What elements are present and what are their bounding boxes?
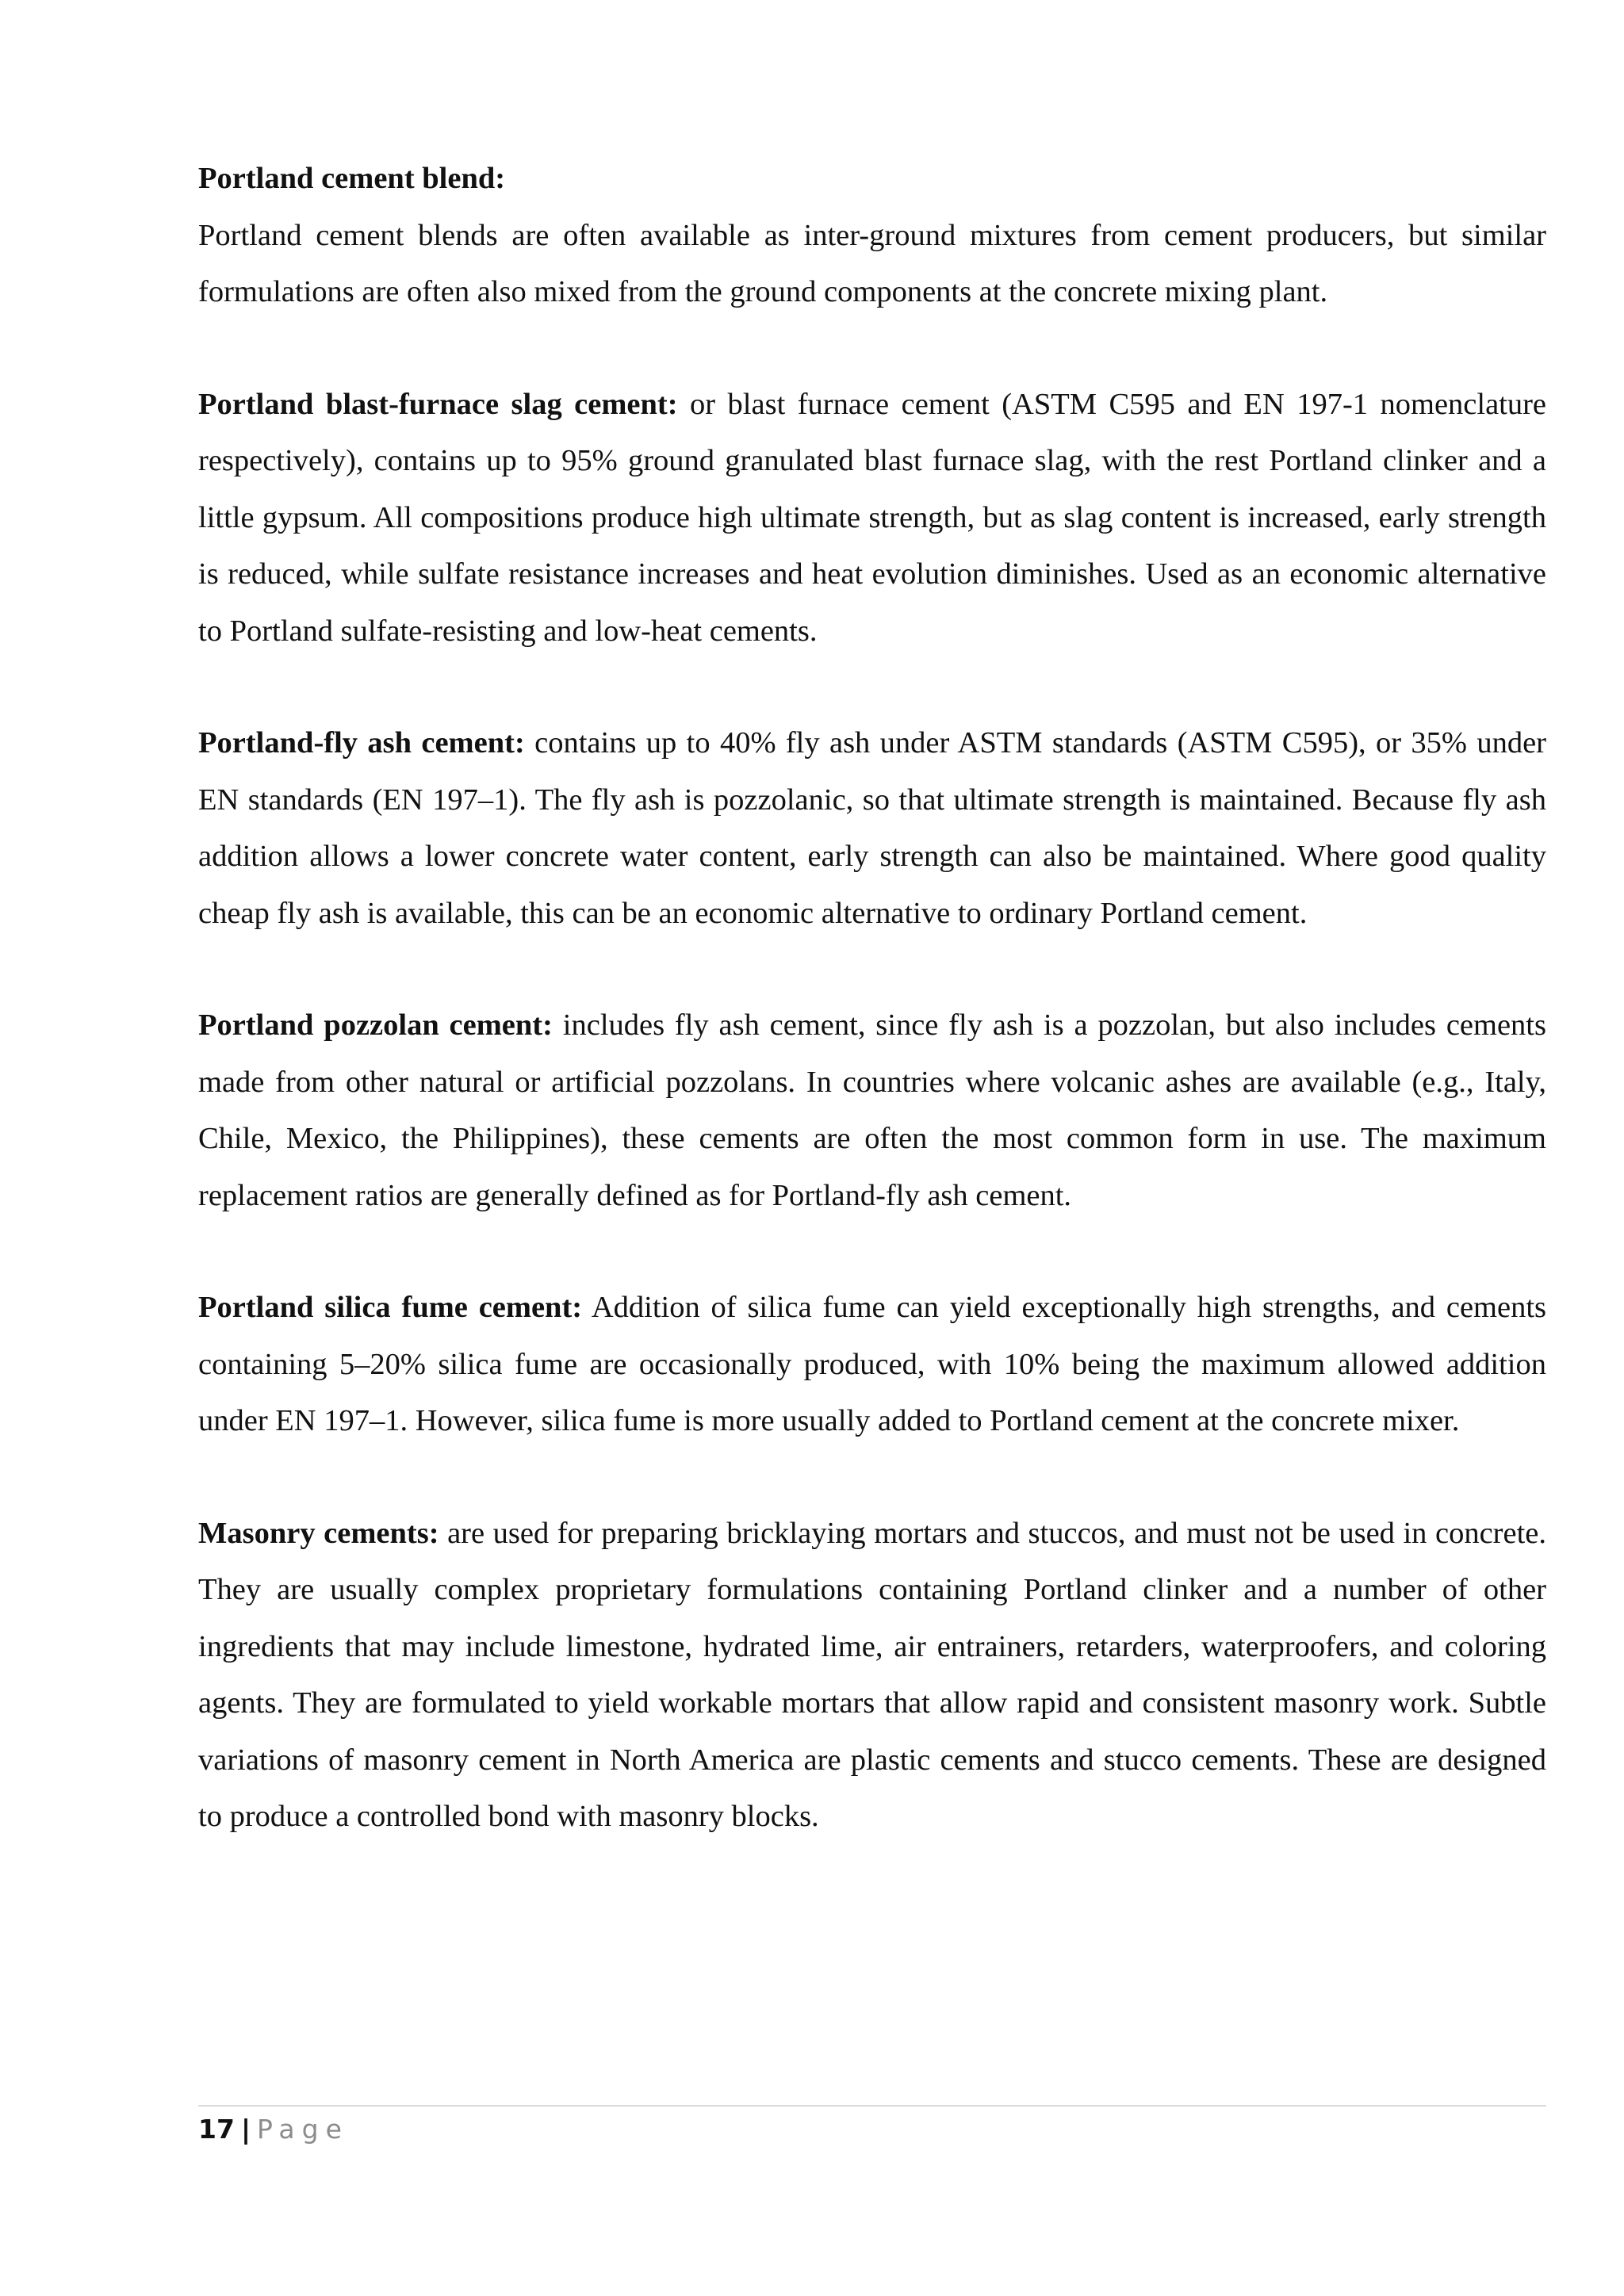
section-masonry-cements (198, 1506, 1546, 1846)
section-lead: Portland silica fume cement: (198, 1291, 583, 1324)
section-lead: Portland pozzolan cement: (198, 1008, 553, 1042)
section-paragraph (198, 997, 1546, 1224)
section-lead: Portland blast-furnace slag cement: (198, 387, 678, 421)
section-body: are used for preparing bricklaying mortars and stuccos, and must not be used in concrete. They are usually complex proprietary formulations containing Portland clinker and a number of other ingredients that may include limestone, hydrated lime, air entrainers, retarders, waterproofers, and coloring agents. They are formulated to yield workable mortars that allow rapid and consistent masonry work. Subtle variations of masonry cement in North America are plastic cements and stucco cements. These are designed to produce a controlled bond with masonry blocks. (198, 1516, 1546, 1833)
document-page (198, 151, 1546, 1901)
section-lead: Portland-fly ash cement: (198, 726, 525, 760)
section-paragraph (198, 1506, 1546, 1846)
page-number: 17 (198, 2114, 235, 2145)
section-portland-cement-blend (198, 151, 1546, 321)
page-footer (198, 2110, 349, 2149)
section-body: Addition of silica fume can yield exceptionally high strengths, and cements containing 5–20% silica fume are occasionally produced, with 10% being the maximum allowed addition under EN 197–1. However, silica fume is more usually added to Portland cement at the concrete mixer. (198, 1291, 1547, 1437)
section-paragraph (198, 377, 1546, 660)
footer-separator: | (240, 2114, 251, 2145)
section-body: or blast furnace cement (ASTM C595 and EN 197-1 nomenclature respectively), contains up to 95% ground granulated blast furnace slag, with the rest Portland clinker and a little gypsum. All compositions produce high ultimate strength, but as slag content is increased, early strength is reduced, while sulfate resistance increases and heat evolution diminishes. Used as an economic alternative to Portland sulfate-resisting and low-heat cements. (198, 387, 1547, 648)
section-heading: Portland cement blend: (198, 162, 506, 195)
footer-divider (198, 2105, 1546, 2107)
section-paragraph (198, 1280, 1546, 1450)
section-lead: Masonry cements: (198, 1516, 439, 1550)
section-pozzolan-cement (198, 997, 1546, 1224)
page-label: Page (257, 2114, 349, 2145)
section-body: contains up to 40% fly ash under ASTM standards (ASTM C595), or 35% under EN standards (EN 197–1). The fly ash is pozzolanic, so that ultimate strength is maintained. Because fly ash addition allows a lower concrete water content, early strength can also be maintained. Where good quality cheap fly ash is available, this can be an economic alternative to ordinary Portland cement. (198, 726, 1546, 930)
section-body: includes fly ash cement, since fly ash is a pozzolan, but also includes cements made from other natural or artificial pozzolans. In countries where volcanic ashes are available (e.g., Italy, Chile, Mexico, the Philippines), these cements are often the most common form in use. The maximum replacement ratios are generally defined as for Portland-fly ash cement. (198, 1008, 1546, 1212)
section-blast-furnace-slag-cement (198, 377, 1546, 660)
section-paragraph (198, 715, 1546, 942)
section-body: Portland cement blends are often available as inter-ground mixtures from cement producers, but similar formulations are often also mixed from the ground components at the concrete mixing plant. (198, 218, 1546, 308)
section-silica-fume-cement (198, 1280, 1546, 1450)
section-fly-ash-cement (198, 715, 1546, 942)
